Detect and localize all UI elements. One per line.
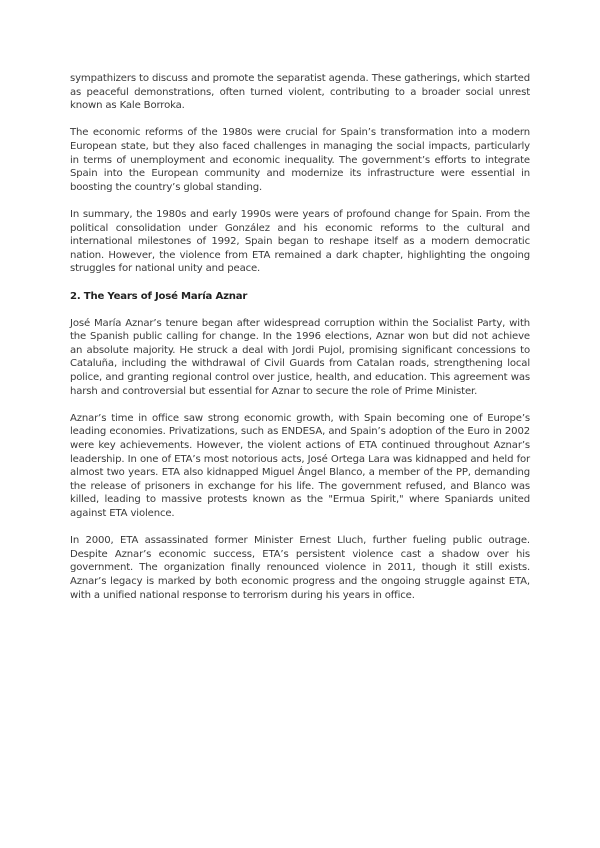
document-page	[70, 72, 530, 616]
section-heading: 2. The Years of José María Aznar	[70, 290, 248, 302]
paragraph-economic-growth: Aznar’s time in office saw strong economic growth, with Spain becoming one of Europe’s leading economies. Privatizations, such as ENDESA, and Spain’s adoption of the Euro in 2002 were key achievements. However, the violent actions of ETA continued throughout Aznar’s leadership. In one of ETA’s most notorious acts, José Ortega Lara was kidnapped and held for almost two years. ETA also kidnapped Miguel Ángel Blanco, a member of the PP, demanding the release of prisoners in exchange for his life. The government refused, and Blanco was killed, leading to massive protests known as the "Ermua Spirit," where Spaniards united against ETA violence.	[70, 412, 530, 519]
paragraph-economic-reforms: The economic reforms of the 1980s were crucial for Spain’s transformation into a modern European state, but they also faced challenges in managing the social impacts, particularly in terms of unemployment and economic inequality. The government’s efforts to integrate Spain into the European community and modernize its infrastructure were essential in boosting the country’s global standing.	[70, 127, 530, 193]
paragraph-lluch-legacy: In 2000, ETA assassinated former Minister Ernest Lluch, further fueling public outrage. Despite Aznar’s economic success, ETA’s persistent violence cast a shadow over his government. The organization finally renounced violence in 2011, though it still exists. Aznar’s legacy is marked by both economic progress and the ongoing struggle against ETA, with a unified national response to terrorism during his years in office.	[70, 535, 530, 601]
paragraph-aznar-tenure: José María Aznar’s tenure began after widespread corruption within the Socialist Party, with the Spanish public calling for change. In the 1996 elections, Aznar won but did not achieve an absolute majority. He struck a deal with Jordi Pujol, promising significant concessions to Cataluña, including the withdrawal of Civil Guards from Catalan roads, strengthening local police, and granting regional control over justice, health, and education. This agreement was harsh and controversial but essential for Aznar to secure the role of Prime Minister.	[70, 317, 530, 397]
paragraph-kale-borroka: sympathizers to discuss and promote the separatist agenda. These gatherings, which started as peaceful demonstrations, often turned violent, contributing to a broader social unrest known as Kale Borroka.	[70, 73, 530, 112]
paragraph-summary: In summary, the 1980s and early 1990s were years of profound change for Spain. From the political consolidation under González and his economic reforms to the cultural and international milestones of 1992, Spain began to reshape itself as a modern democratic nation. However, the violence from ETA remained a dark chapter, highlighting the ongoing struggles for national unity and peace.	[70, 208, 530, 275]
